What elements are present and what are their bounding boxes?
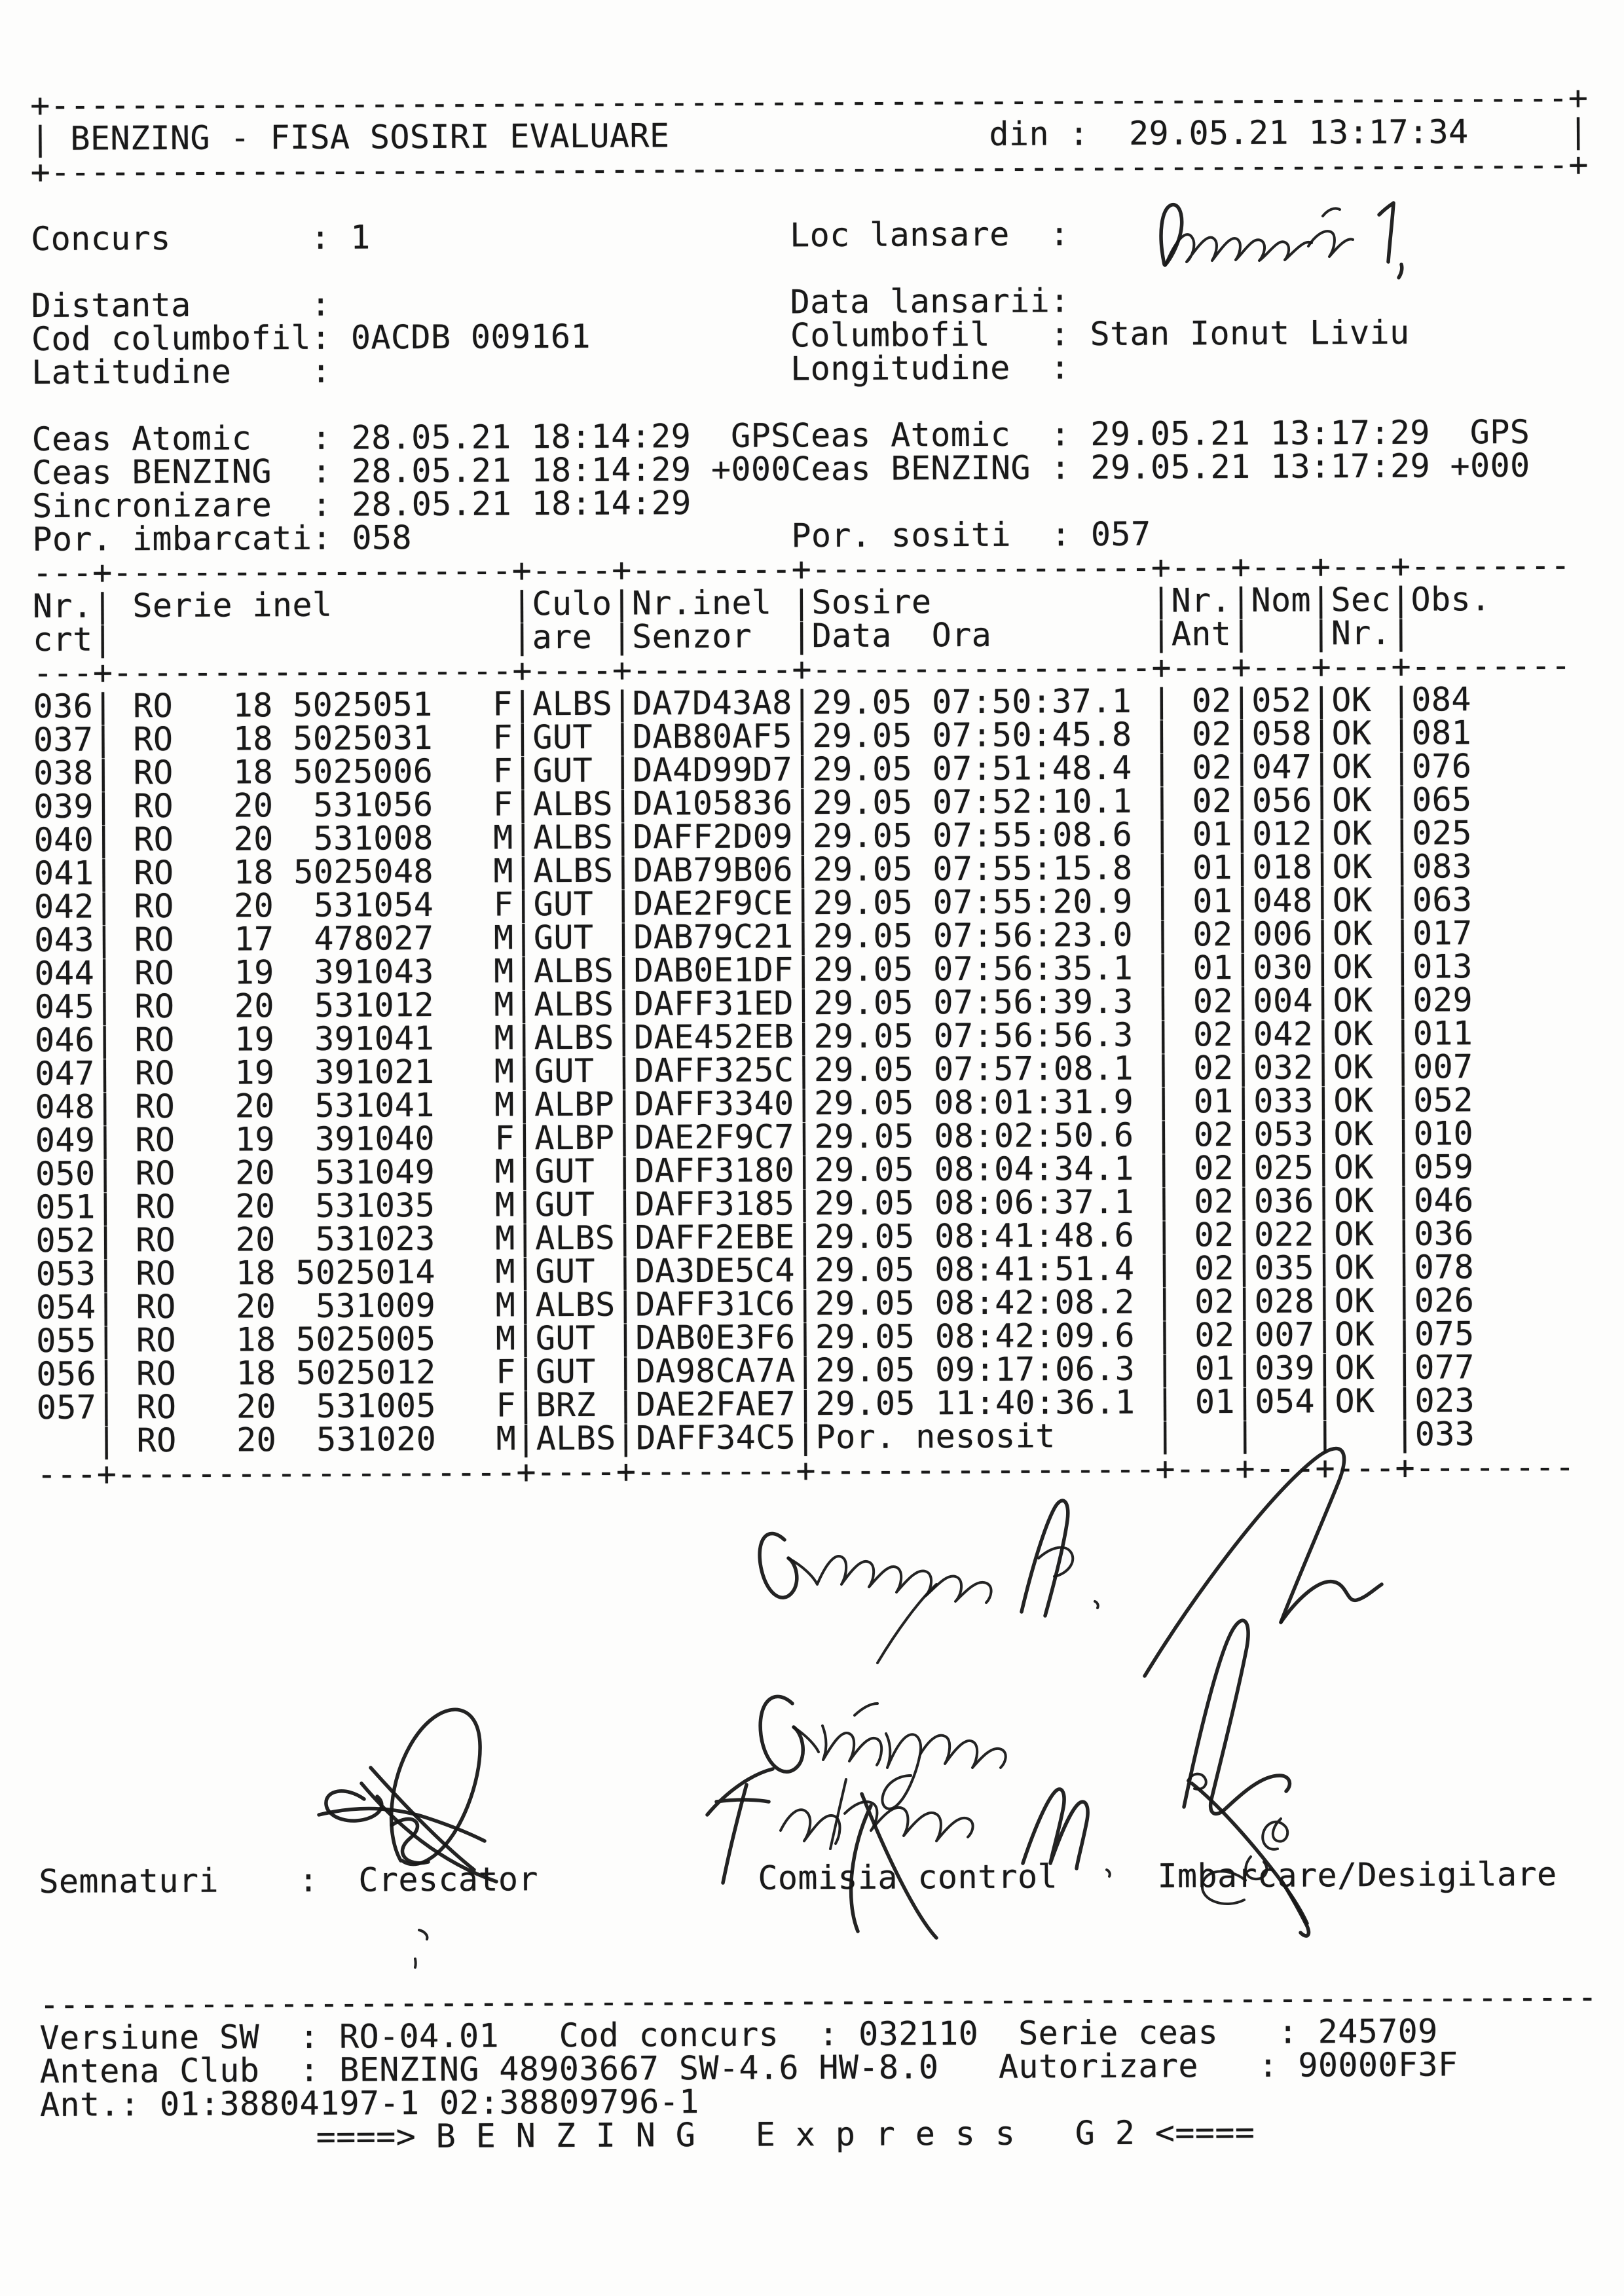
table-row: 054| RO 20 531009 M|ALBS|DAFF31C6|29.05 08:42:08.2 | 02|028|OK |026 xyxy=(35,1281,1574,1326)
clock-line-sincronizare: Sincronizare : 28.05.21 18:14:29 xyxy=(31,483,792,525)
header-border-bottom: +----------------------------------------------------------------------------+ xyxy=(30,145,1589,191)
info-section xyxy=(31,215,1589,390)
footer-brand-line: ====> B E N Z I N G E x p r e s s G 2 <==== xyxy=(316,2113,1255,2156)
table-body xyxy=(33,682,1595,1458)
table-row: | RO 20 531020 M|ALBS|DAFF34C5|Por. nesosit | | | |033 xyxy=(36,1414,1575,1460)
table-row: 057| RO 20 531005 F|BRZ |DAE2FAE7|29.05 11:40:36.1 | 01|054|OK |023 xyxy=(36,1381,1575,1427)
table-row: 039| RO 20 531056 F|ALBS|DA105836|29.05 07:52:10.1 | 02|056|OK |065 xyxy=(33,780,1572,826)
table-row: 041| RO 18 5025048 M|ALBS|DAB79B06|29.05 07:55:15.8 | 01|018|OK |083 xyxy=(33,847,1572,892)
table-row: 049| RO 19 391040 F|ALBP|DAE2F9C7|29.05 08:02:50.6 | 02|053|OK |010 xyxy=(35,1114,1574,1159)
table-row: 047| RO 19 391021 M|GUT |DAFF325C|29.05 07:57:08.1 | 02|032|OK |007 xyxy=(35,1047,1574,1093)
footer-separator: ------------------------------------------------------------------------------ xyxy=(39,1978,1598,2024)
table-header-row-1: Nr.| Serie inel |Culo|Nr.inel |Sosire |Nr.|Nom|Sec|Obs. xyxy=(32,579,1571,625)
header-title-line: | BENZING - FISA SOSIRI EVALUARE din : 29.05.21 13:17:34 | xyxy=(30,112,1589,158)
table-row: 052| RO 20 531023 M|ALBS|DAFF2EBE|29.05 08:41:48.6 | 02|022|OK |036 xyxy=(35,1214,1574,1260)
table-row: 037| RO 18 5025031 F|GUT |DAB80AF5|29.05 07:50:45.8 | 02|058|OK |081 xyxy=(33,713,1572,759)
table-row: 051| RO 20 531035 M|GUT |DAFF3185|29.05 08:06:37.1 | 02|036|OK |046 xyxy=(35,1180,1574,1226)
footer-line-versiune: Versiune SW : RO-04.01 Cod concurs : 032110 Serie ceas : 245709 xyxy=(39,2012,1438,2057)
footer-section xyxy=(39,1980,1598,2155)
table-row: 044| RO 19 391043 M|ALBS|DAB0E1DF|29.05 07:56:35.1 | 01|030|OK |013 xyxy=(34,947,1573,993)
table-row: 053| RO 18 5025014 M|GUT |DA3DE5C4|29.05 08:41:51.4 | 02|035|OK |078 xyxy=(35,1247,1574,1293)
clock-section xyxy=(31,412,1590,558)
table-row: 042| RO 20 531054 F|GUT |DAE2F9CE|29.05 07:55:20.9 | 01|048|OK |063 xyxy=(33,880,1572,926)
table-row: 048| RO 20 531041 M|ALBP|DAFF3340|29.05 08:01:31.9 | 01|033|OK |052 xyxy=(35,1080,1574,1126)
footer-line-antena: Antena Club : BENZING 48903667 SW-4.6 HW-8.0 Autorizare : 90000F3F xyxy=(39,2045,1458,2090)
table-row: 045| RO 20 531012 M|ALBS|DAFF31ED|29.05 07:56:39.3 | 02|004|OK |029 xyxy=(34,980,1573,1026)
table-row: 046| RO 19 391041 M|ALBS|DAE452EB|29.05 07:56:56.3 | 02|042|OK |011 xyxy=(34,1013,1573,1059)
info-line-cod-columbofil: Cod columbofil: 0ACDB 009161 Columbofil : Stan Ionut Liviu xyxy=(31,313,1410,358)
printout-content xyxy=(30,81,1598,2155)
table-row: 036| RO 18 5025051 F|ALBS|DA7D43A8|29.05 07:50:37.1 | 02|052|OK |084 xyxy=(33,680,1572,725)
info-line-distanta: Distanta : Data lansarii: xyxy=(31,282,1090,325)
table-separator-bottom: ---+--------------------+----+--------+-----------------+---+---+---+-------- xyxy=(37,1448,1576,1493)
table-separator-top: ---+--------------------+----+--------+-----------------+---+---+---+-------- xyxy=(32,546,1571,592)
table-row: 040| RO 20 531008 M|ALBS|DAFF2D09|29.05 07:55:08.6 | 01|012|OK |025 xyxy=(33,813,1572,859)
results-table xyxy=(32,546,1595,1493)
clock-line-porumbei: Por. imbarcati: 058 Por. sositi : 057 xyxy=(32,515,1151,558)
info-line-concurs: Concurs : 1 Loc lansare : xyxy=(30,215,1090,258)
table-separator-mid: ---+--------------------+----+--------+-----------------+---+---+---+-------- xyxy=(33,646,1572,692)
signatures-caption-line: Semnaturi : Crescator Comisia control Imbarcare/Desigilare xyxy=(39,1855,1557,1901)
table-header-row-2: crt| |are |Senzor |Data Ora |Ant| |Nr.| xyxy=(32,613,1571,659)
table-row: 056| RO 18 5025012 F|GUT |DA98CA7A|29.05 09:17:06.3 | 01|039|OK |077 xyxy=(36,1347,1575,1393)
table-row: 038| RO 18 5025006 F|GUT |DA4D99D7|29.05 07:51:48.4 | 02|047|OK |076 xyxy=(33,746,1572,792)
table-row: 055| RO 18 5025005 M|GUT |DAB0E3F6|29.05 08:42:09.6 | 02|007|OK |075 xyxy=(36,1314,1575,1360)
header-border-top: +----------------------------------------------------------------------------+ xyxy=(29,79,1589,124)
clock-line-atomic: Ceas Atomic : 28.05.21 18:14:29 GPSCeas Atomic : 29.05.21 13:17:29 GPS xyxy=(31,412,1530,458)
table-row: 043| RO 17 478027 M|GUT |DAB79C21|29.05 07:56:23.0 | 02|006|OK |017 xyxy=(34,913,1573,959)
info-line-latitudine: Latitudine : Longitudine : xyxy=(31,348,1090,392)
clock-line-benzing: Ceas BENZING : 28.05.21 18:14:29 +000Ceas BENZING : 29.05.21 13:17:29 +000 xyxy=(31,446,1530,492)
table-row: 050| RO 20 531049 M|GUT |DAFF3180|29.05 08:04:34.1 | 02|025|OK |059 xyxy=(35,1147,1574,1193)
footer-line-antene: Ant.: 01:38804197-1 02:38809796-1 xyxy=(39,2083,699,2124)
